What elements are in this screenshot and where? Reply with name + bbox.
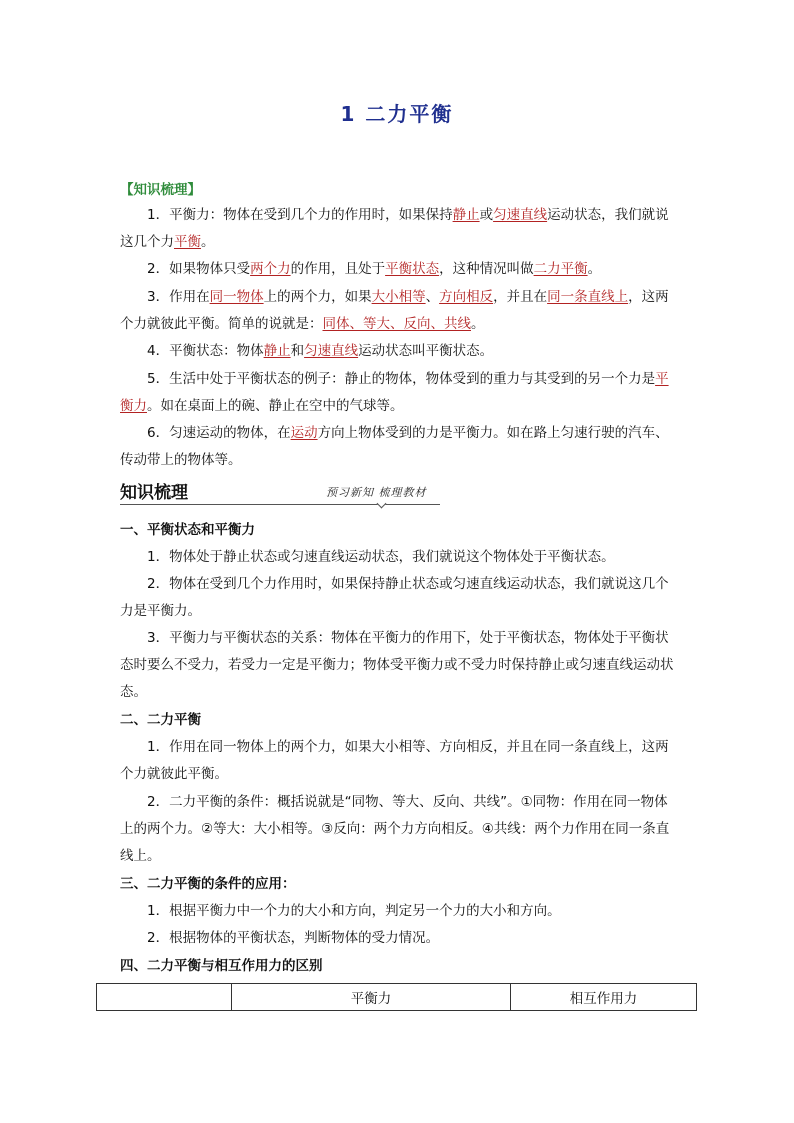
table-header-cell: 相互作用力 — [511, 984, 697, 1011]
answer-blank: 平衡 — [174, 234, 201, 250]
banner-subtitle: 预习新知 梳理教材 — [326, 486, 427, 499]
answer-blank: 同体、等大、反向、共线 — [322, 316, 471, 332]
banner-divider — [120, 504, 440, 505]
section-heading-3: 三、二力平衡的条件的应用： — [120, 876, 296, 892]
section1-item-2: 2．物体在受到几个力作用时，如果保持静止状态或匀速直线运动状态，我们就说这几个力是平衡力。 — [120, 576, 669, 619]
knowledge-summary-tag: 【知识梳理】 — [120, 182, 201, 198]
answer-blank: 运动 — [290, 425, 318, 441]
section3-item-2: 2．根据物体的平衡状态，判断物体的受力情况。 — [147, 930, 440, 946]
answer-blank: 静止 — [263, 343, 291, 359]
answer-blank: 大小相等 — [371, 289, 426, 305]
table-header-row — [97, 984, 697, 1011]
summary-item-2: 2．如果物体只受两个力的作用，且处于平衡状态，这种情况叫做二力平衡。 — [147, 261, 602, 277]
answer-blank: 方向相反 — [439, 289, 494, 305]
banner-title: 知识梳理 — [120, 483, 188, 503]
answer-blank: 平衡状态 — [385, 261, 440, 277]
summary-item-5: 5．生活中处于平衡状态的例子：静止的物体，物体受到的重力与其受到的另一个力是平衡力。如在桌面上的碗、静止在空中的气球等。 — [120, 371, 669, 414]
answer-blank: 两个力 — [250, 261, 291, 277]
section3-item-1: 1．根据平衡力中一个力的大小和方向，判定另一个力的大小和方向。 — [147, 903, 561, 919]
section-heading-1: 一、平衡状态和平衡力 — [120, 522, 255, 538]
section2-item-1: 1．作用在同一物体上的两个力，如果大小相等、方向相反，并且在同一条直线上，这两个力就彼此平衡。 — [120, 739, 669, 782]
answer-blank: 同一条直线上 — [547, 289, 629, 305]
section2-item-2: 2．二力平衡的条件：概括说就是“同物、等大、反向、共线”。①同物：作用在同一物体上的两个力。②等大：大小相等。③反向：两个力方向相反。④共线：两个力作用在同一条直线上。 — [120, 794, 670, 864]
answer-blank: 静止 — [452, 207, 480, 223]
table-header-cell: 平衡力 — [232, 984, 511, 1011]
section1-item-1: 1．物体处于静止状态或匀速直线运动状态，我们就说这个物体处于平衡状态。 — [147, 549, 615, 565]
section-heading-2: 二、二力平衡 — [120, 712, 201, 728]
summary-item-3: 3．作用在同一物体上的两个力，如果大小相等、方向相反，并且在同一条直线上，这两个力就彼此平衡。简单的说就是：同体、等大、反向、共线。 — [120, 289, 669, 332]
answer-blank: 同一物体 — [209, 289, 264, 305]
page-title: 1 二力平衡 — [340, 102, 454, 126]
answer-blank: 匀速直线 — [304, 343, 359, 359]
summary-item-4: 4．平衡状态：物体静止和匀速直线运动状态叫平衡状态。 — [147, 343, 494, 359]
table-header-cell — [97, 984, 232, 1011]
section-banner — [120, 478, 440, 508]
summary-item-1: 1．平衡力：物体在受到几个力的作用时，如果保持静止或匀速直线运动状态，我们就说这几个力平衡。 — [120, 207, 669, 250]
answer-blank: 匀速直线 — [493, 207, 548, 223]
answer-blank: 平衡力 — [120, 371, 669, 414]
summary-item-6: 6．匀速运动的物体，在运动方向上物体受到的力是平衡力。如在路上匀速行驶的汽车、传动带上的物体等。 — [120, 425, 669, 468]
section-heading-4: 四、二力平衡与相互作用力的区别 — [120, 958, 323, 974]
banner-notch-icon — [377, 499, 387, 509]
section1-item-3: 3．平衡力与平衡状态的关系：物体在平衡力的作用下，处于平衡状态，物体处于平衡状态时要么不受力，若受力一定是平衡力；物体受平衡力或不受力时保持静止或匀速直线运动状态。 — [120, 630, 674, 700]
comparison-table — [96, 983, 697, 1011]
answer-blank: 二力平衡 — [533, 261, 588, 277]
